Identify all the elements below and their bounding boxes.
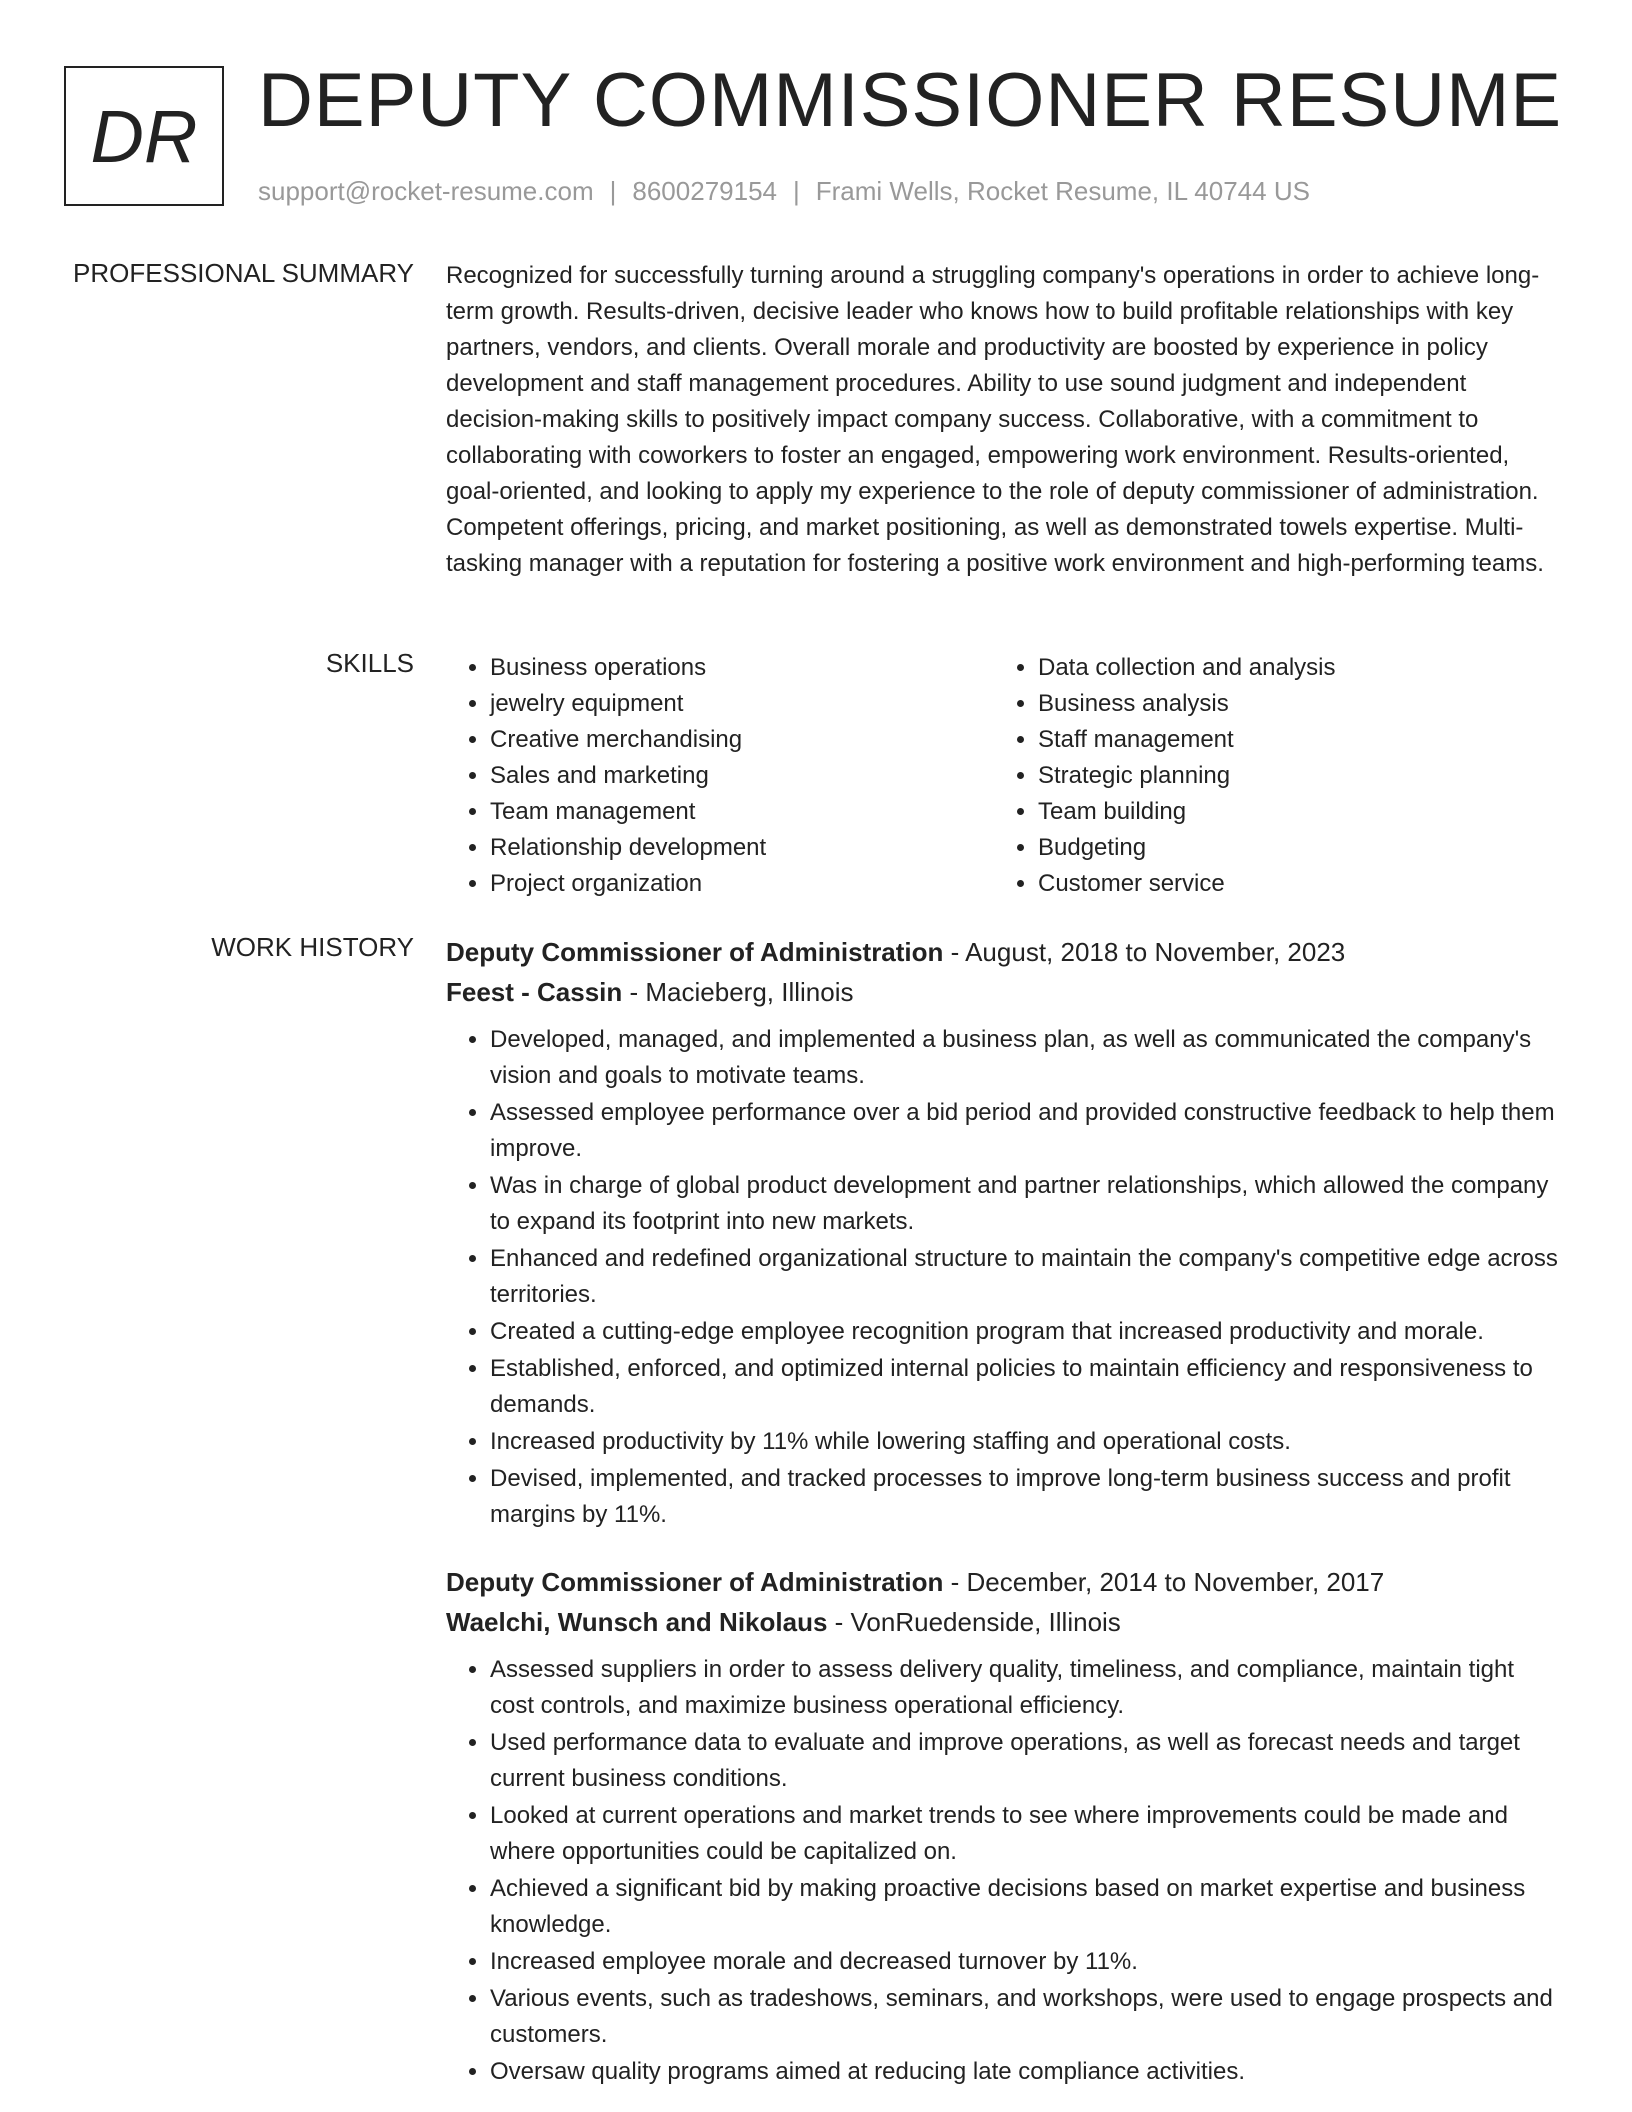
job-company-line (446, 972, 1562, 1012)
job-bullet: • Increased employee morale and decreased turnover by 11%. (490, 1944, 1562, 1980)
job-bullet: • Assessed employee performance over a bid period and provided constructive feedback to help them improve. (490, 1095, 1562, 1167)
job-entry (446, 932, 1562, 1534)
job-location: - Macieberg, Illinois (622, 977, 854, 1007)
job-bullet: • Enhanced and redefined organizational structure to maintain the company's competitive edge across territories. (490, 1241, 1562, 1313)
job-bullet: • Was in charge of global product development and partner relationships, which allowed the company to expand its footprint into new markets. (490, 1168, 1562, 1240)
contact-separator: | (609, 176, 617, 206)
job-title: Deputy Commissioner of Administration (446, 937, 944, 967)
job-company-line (446, 1602, 1562, 1642)
job-bullet: • Various events, such as tradeshows, seminars, and workshops, were used to engage prospects and customers. (490, 1981, 1562, 2053)
job-company: Waelchi, Wunsch and Nikolaus (446, 1607, 828, 1637)
job-bullet: • Used performance data to evaluate and improve operations, as well as forecast needs and target current business conditions. (490, 1725, 1562, 1797)
skill-item: • Strategic planning (1038, 758, 1336, 794)
job-title: Deputy Commissioner of Administration (446, 1567, 944, 1597)
job-bullet: • Looked at current operations and market trends to see where improvements could be made and where opportunities could be capitalized on. (490, 1798, 1562, 1870)
job-entry (446, 1562, 1562, 2091)
job-bullet: • Established, enforced, and optimized internal policies to maintain efficiency and responsiveness to demands. (490, 1351, 1562, 1423)
contact-address: Frami Wells, Rocket Resume, IL 40744 US (815, 176, 1310, 206)
skill-item: • Budgeting (1038, 830, 1336, 866)
skills-column-2 (994, 650, 1336, 902)
job-bullet: • Increased productivity by 11% while lowering staffing and operational costs. (490, 1424, 1562, 1460)
job-title-line (446, 932, 1562, 972)
skill-item: • Team building (1038, 794, 1336, 830)
skill-item: • Staff management (1038, 722, 1336, 758)
skills-column-1 (446, 650, 994, 902)
job-bullet: • Developed, managed, and implemented a business plan, as well as communicated the company's vision and goals to motivate teams. (490, 1022, 1562, 1094)
job-company: Feest - Cassin (446, 977, 623, 1007)
skills-list (446, 650, 1562, 902)
contact-email: support@rocket-resume.com (258, 176, 594, 206)
summary-section-label: PROFESSIONAL SUMMARY (73, 258, 414, 288)
job-location: - VonRuedenside, Illinois (827, 1607, 1121, 1637)
skill-item: • Relationship development (490, 830, 994, 866)
page-title: DEPUTY COMMISSIONER RESUME (258, 58, 1563, 143)
skill-item: • jewelry equipment (490, 686, 994, 722)
monogram-logo: DR (64, 66, 224, 206)
skill-item: • Creative merchandising (490, 722, 994, 758)
job-dates: - August, 2018 to November, 2023 (943, 937, 1346, 967)
skill-item: • Business operations (490, 650, 994, 686)
work-history-section-label: WORK HISTORY (211, 932, 414, 962)
job-dates: - December, 2014 to November, 2017 (943, 1567, 1385, 1597)
job-title-line (446, 1562, 1562, 1602)
job-bullet: • Achieved a significant bid by making proactive decisions based on market expertise and business knowledge. (490, 1871, 1562, 1943)
job-bullets (446, 1022, 1562, 1533)
job-bullet: • Oversaw quality programs aimed at reducing late compliance activities. (490, 2054, 1562, 2090)
contact-phone: 8600279154 (632, 176, 777, 206)
contact-line (258, 174, 1310, 208)
job-bullet: • Assessed suppliers in order to assess delivery quality, timeliness, and compliance, maintain tight cost controls, and maximize business operational efficiency. (490, 1652, 1562, 1724)
skill-item: • Business analysis (1038, 686, 1336, 722)
skill-item: • Data collection and analysis (1038, 650, 1336, 686)
contact-separator: | (793, 176, 800, 206)
skill-item: • Project organization (490, 866, 994, 902)
skills-section-label: SKILLS (325, 648, 414, 678)
skill-item: • Sales and marketing (490, 758, 994, 794)
job-bullet: • Created a cutting-edge employee recognition program that increased productivity and morale. (490, 1314, 1562, 1350)
skill-item: • Team management (490, 794, 994, 830)
job-bullet: • Devised, implemented, and tracked processes to improve long-term business success and profit margins by 11%. (490, 1461, 1562, 1533)
professional-summary: Recognized for successfully turning around a struggling company's operations in order to achieve long-term growth. Results-driven, decisive leader who knows how to build profitable relationships with key partners, vendors, and clients. Overall morale and productivity are boosted by experience in policy development and staff management procedures. Ability to use sound judgment and independent decision-making skills to positively impact company success. Collaborative, with a commitment to collaborating with coworkers to foster an engaged, empowering work environment. Results-oriented, goal-oriented, and looking to apply my experience to the role of deputy commissioner of administration. Competent offerings, pricing, and market positioning, as well as demonstrated towels expertise. Multi-tasking manager with a reputation for fostering a positive work environment and high-performing teams. (446, 262, 1544, 577)
job-bullets (446, 1652, 1562, 2090)
skill-item: • Customer service (1038, 866, 1336, 902)
